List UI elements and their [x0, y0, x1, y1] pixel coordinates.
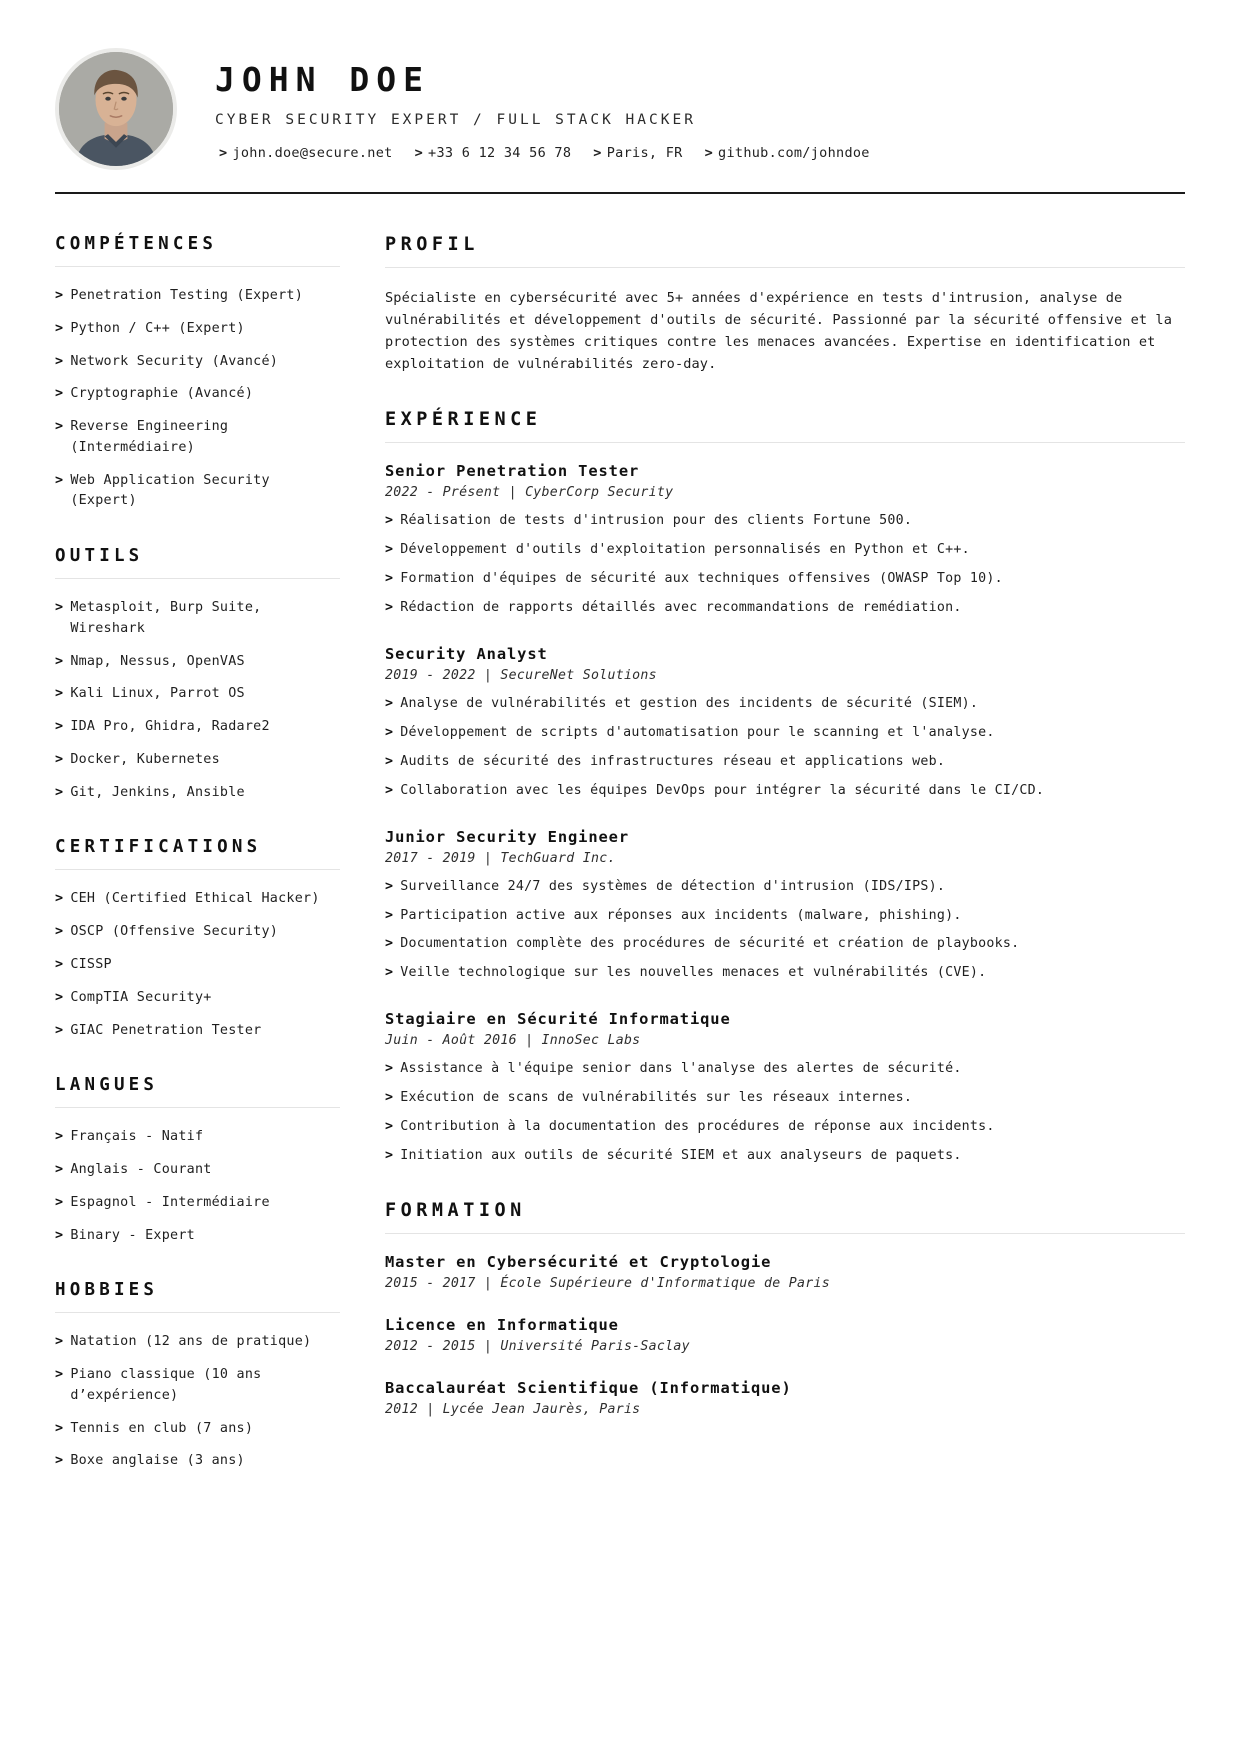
list-item — [385, 752, 1185, 772]
caret-icon: > — [385, 599, 394, 615]
langues-list — [55, 1127, 340, 1246]
contact-email-value: john.doe@secure.net — [232, 145, 393, 162]
job-title: Security Analyst — [385, 644, 548, 663]
list-item — [385, 781, 1185, 801]
caret-icon: > — [55, 784, 64, 800]
list-item — [385, 906, 1185, 926]
list-item-label: OSCP (Offensive Security) — [70, 924, 279, 940]
caret-icon: > — [385, 936, 394, 952]
list-item-label: CISSP — [70, 957, 112, 973]
section-langues — [55, 1075, 340, 1246]
list-item-label: CompTIA Security+ — [70, 989, 212, 1005]
list-item — [55, 598, 340, 640]
list-item — [55, 1021, 340, 1042]
list-item-label: Formation d'équipes de sécurité aux techniques offensives (OWASP Top 10). — [400, 570, 1003, 586]
section-profil — [385, 234, 1185, 375]
list-item-label: Reverse Engineering (Intermédiaire) — [70, 419, 229, 455]
list-item-label: Exécution de scans de vulnérabilités sur les réseaux internes. — [400, 1090, 913, 1106]
list-item — [55, 352, 340, 373]
job-entry — [385, 645, 1185, 801]
list-item-label: GIAC Penetration Tester — [70, 1022, 262, 1038]
list-item — [55, 750, 340, 771]
caret-icon: > — [55, 386, 64, 402]
certifications-list — [55, 889, 340, 1041]
section-certifications — [55, 837, 340, 1041]
list-item-label: Français - Natif — [70, 1129, 204, 1145]
caret-icon: > — [385, 782, 394, 798]
list-item — [55, 1160, 340, 1181]
header-tagline: CYBER SECURITY EXPERT / FULL STACK HACKER — [215, 112, 696, 129]
list-item — [385, 694, 1185, 714]
list-item-label: CEH (Certified Ethical Hacker) — [70, 891, 320, 907]
caret-icon: > — [55, 1022, 64, 1038]
list-item — [55, 1127, 340, 1148]
caret-icon: > — [55, 1227, 64, 1243]
list-item-label: Boxe anglaise (3 ans) — [70, 1453, 245, 1469]
section-divider — [385, 1233, 1185, 1234]
list-item-label: Cryptographie (Avancé) — [70, 386, 254, 402]
list-item-label: Audits de sécurité des infrastructures réseau et applications web. — [400, 753, 946, 769]
main-column — [385, 234, 1185, 1417]
list-item — [55, 1365, 340, 1407]
caret-icon: > — [219, 145, 228, 162]
list-item-label: Espagnol - Intermédiaire — [70, 1194, 270, 1210]
section-experience — [385, 409, 1185, 1166]
list-item — [55, 384, 340, 405]
job-title: Junior Security Engineer — [385, 827, 629, 846]
section-divider — [55, 1107, 340, 1108]
list-item — [385, 569, 1185, 589]
section-divider — [385, 442, 1185, 443]
caret-icon: > — [385, 570, 394, 586]
caret-icon: > — [55, 1367, 64, 1383]
portrait-photo-icon — [59, 52, 173, 166]
contact-phone-value: +33 6 12 34 56 78 — [428, 145, 572, 162]
caret-icon: > — [55, 891, 64, 907]
avatar — [55, 48, 177, 170]
outils-list — [55, 598, 340, 803]
section-heading: OUTILS — [55, 546, 144, 567]
list-item — [385, 540, 1185, 560]
caret-icon: > — [55, 989, 64, 1005]
list-item-label: Binary - Expert — [70, 1227, 195, 1243]
list-item-label: Metasploit, Burp Suite, Wireshark — [70, 600, 262, 636]
caret-icon: > — [385, 907, 394, 923]
list-item — [55, 471, 340, 513]
list-item — [55, 988, 340, 1009]
section-heading: LANGUES — [55, 1075, 159, 1096]
caret-icon: > — [385, 724, 394, 740]
caret-icon: > — [593, 145, 602, 162]
caret-icon: > — [385, 965, 394, 981]
contact-email[interactable] — [219, 145, 393, 161]
list-item-label: Assistance à l'équipe senior dans l'analyse des alertes de sécurité. — [400, 1061, 962, 1077]
section-outils — [55, 546, 340, 803]
list-item-label: Contribution à la documentation des procédures de réponse aux incidents. — [400, 1119, 995, 1135]
education-title: Licence en Informatique — [385, 1316, 619, 1335]
list-item-label: Développement d'outils d'exploitation personnalisés en Python et C++. — [400, 542, 970, 557]
job-bullet-list — [385, 877, 1185, 984]
caret-icon: > — [385, 1061, 394, 1077]
education-meta: 2015 - 2017 | École Supérieure d'Informatique de Paris — [385, 1276, 830, 1292]
job-meta: 2022 - Présent | CyberCorp Security — [385, 485, 674, 501]
list-item-label: Network Security (Avancé) — [70, 353, 279, 369]
list-item-label: Web Application Security (Expert) — [70, 472, 270, 509]
competences-list — [55, 286, 340, 512]
list-item-label: Anglais - Courant — [70, 1162, 212, 1178]
list-item-label: Collaboration avec les équipes DevOps pour intégrer la sécurité dans le CI/CD. — [400, 782, 1045, 798]
caret-icon: > — [55, 1162, 64, 1178]
caret-icon: > — [55, 1194, 64, 1210]
caret-icon: > — [55, 653, 64, 669]
job-entry — [385, 828, 1185, 984]
section-heading: FORMATION — [385, 1200, 526, 1222]
job-entry — [385, 1010, 1185, 1166]
list-item-label: Initiation aux outils de sécurité SIEM et aux analyseurs de paquets. — [400, 1148, 962, 1164]
caret-icon: > — [55, 419, 64, 435]
list-item-label: Piano classique (10 ans d’expérience) — [70, 1367, 262, 1403]
caret-icon: > — [385, 695, 394, 711]
job-title: Stagiaire en Sécurité Informatique — [385, 1010, 731, 1029]
list-item-label: Veille technologique sur les nouvelles menaces et vulnérabilités (CVE). — [400, 965, 987, 981]
list-item-label: Kali Linux, Parrot OS — [70, 686, 245, 702]
caret-icon: > — [385, 513, 394, 529]
list-item — [55, 922, 340, 943]
education-entry — [385, 1253, 1185, 1291]
section-competences — [55, 234, 340, 512]
caret-icon: > — [55, 600, 64, 616]
job-bullet-list — [385, 511, 1185, 618]
caret-icon: > — [55, 686, 64, 702]
contact-location-value: Paris, FR — [606, 145, 683, 162]
list-item-label: IDA Pro, Ghidra, Radare2 — [70, 719, 270, 735]
caret-icon: > — [414, 145, 424, 162]
list-item — [385, 1059, 1185, 1079]
job-bullet-list — [385, 694, 1185, 801]
job-meta: 2017 - 2019 | TechGuard Inc. — [385, 850, 616, 866]
list-item — [385, 1088, 1185, 1108]
education-title: Baccalauréat Scientifique (Informatique) — [385, 1379, 792, 1398]
caret-icon: > — [385, 878, 394, 894]
section-heading: PROFIL — [385, 234, 479, 255]
list-item — [55, 1193, 340, 1214]
profile-paragraph: Spécialiste en cybersécurité avec 5+ années d'expérience en tests d'intrusion, analyse de vulnérabilités et développement d'outils de sécurité. Passionné par la sécurité offensive et la protection des systèmes critiques contre les menaces avancées. Expertise en identification et exploitation de vulnérabilités zero-day. — [385, 290, 1172, 373]
section-divider — [385, 267, 1185, 268]
education-entry — [385, 1379, 1185, 1417]
list-item — [55, 286, 340, 307]
list-item — [55, 1451, 340, 1472]
list-item — [55, 652, 340, 673]
section-heading: EXPÉRIENCE — [385, 409, 542, 431]
list-item — [55, 955, 340, 976]
education-title: Master en Cybersécurité et Cryptologie — [385, 1253, 772, 1272]
list-item-label: Analyse de vulnérabilités et gestion des incidents de sécurité (SIEM). — [400, 695, 979, 711]
list-item-label: Surveillance 24/7 des systèmes de détection d'intrusion (IDS/IPS). — [400, 878, 946, 894]
job-bullet-list — [385, 1059, 1185, 1166]
list-item — [385, 1146, 1185, 1166]
caret-icon: > — [55, 924, 64, 940]
list-item-label: Développement de scripts d'automatisation pour le scanning et l'analyse. — [400, 724, 995, 740]
list-item-label: Participation active aux réponses aux incidents (malware, phishing). — [400, 907, 962, 923]
job-meta: Juin - Août 2016 | InnoSec Labs — [385, 1033, 641, 1049]
hobbies-list — [55, 1332, 340, 1472]
caret-icon: > — [385, 1090, 394, 1106]
list-item-label: Nmap, Nessus, OpenVAS — [70, 653, 245, 669]
resume-header — [55, 40, 1185, 192]
list-item — [55, 684, 340, 705]
list-item — [385, 877, 1185, 897]
header-text-block — [215, 57, 1185, 162]
list-item-label: Git, Jenkins, Ansible — [70, 784, 245, 800]
caret-icon: > — [55, 1453, 64, 1469]
list-item — [385, 1117, 1185, 1137]
contact-github[interactable] — [705, 145, 870, 161]
caret-icon: > — [704, 145, 714, 162]
list-item — [55, 1419, 340, 1440]
section-formation — [385, 1200, 1185, 1417]
list-item-label: Natation (12 ans de pratique) — [70, 1334, 312, 1350]
list-item — [55, 889, 340, 910]
list-item-label: Python / C++ (Expert) — [70, 320, 245, 336]
caret-icon: > — [55, 719, 64, 735]
caret-icon: > — [55, 472, 64, 488]
section-heading: COMPÉTENCES — [55, 234, 218, 254]
resume-body — [55, 194, 1185, 1472]
list-item — [385, 511, 1185, 531]
list-item — [385, 963, 1185, 983]
caret-icon: > — [385, 753, 394, 769]
contact-list — [215, 145, 1185, 161]
education-meta: 2012 - 2015 | Université Paris-Saclay — [385, 1339, 690, 1355]
list-item — [55, 1226, 340, 1247]
caret-icon: > — [55, 353, 64, 369]
caret-icon: > — [55, 1334, 64, 1350]
list-item — [385, 723, 1185, 743]
caret-icon: > — [55, 1129, 64, 1145]
caret-icon: > — [55, 320, 64, 336]
section-heading: HOBBIES — [55, 1280, 159, 1301]
list-item-label: Documentation complète des procédures de sécurité et création de playbooks. — [400, 936, 1020, 952]
list-item-label: Docker, Kubernetes — [70, 751, 220, 767]
job-entry — [385, 462, 1185, 618]
list-item — [55, 1332, 340, 1353]
section-divider — [55, 266, 340, 267]
contact-phone[interactable] — [415, 145, 572, 161]
caret-icon: > — [55, 957, 64, 973]
caret-icon: > — [55, 1420, 64, 1436]
section-divider — [55, 578, 340, 579]
list-item — [55, 717, 340, 738]
list-item — [55, 783, 340, 804]
list-item-label: Penetration Testing (Expert) — [70, 288, 304, 303]
education-meta: 2012 | Lycée Jean Jaurès, Paris — [385, 1402, 641, 1418]
caret-icon: > — [55, 751, 64, 767]
caret-icon: > — [385, 1119, 394, 1135]
section-heading: CERTIFICATIONS — [55, 837, 262, 858]
education-entry — [385, 1316, 1185, 1354]
list-item — [55, 319, 340, 340]
list-item — [385, 598, 1185, 618]
page-title: JOHN DOE — [215, 59, 430, 99]
list-item-label: Tennis en club (7 ans) — [70, 1420, 254, 1436]
job-meta: 2019 - 2022 | SecureNet Solutions — [385, 667, 657, 683]
section-hobbies — [55, 1280, 340, 1472]
caret-icon: > — [55, 288, 64, 303]
caret-icon: > — [385, 542, 394, 557]
list-item — [385, 934, 1185, 954]
section-divider — [55, 1312, 340, 1313]
caret-icon: > — [385, 1148, 394, 1164]
list-item-label: Rédaction de rapports détaillés avec recommandations de remédiation. — [400, 599, 962, 615]
contact-github-value: github.com/johndoe — [718, 145, 870, 162]
job-title: Senior Penetration Tester — [385, 462, 640, 481]
list-item — [55, 417, 340, 459]
contact-location[interactable] — [593, 145, 682, 161]
section-divider — [55, 869, 340, 870]
sidebar — [55, 234, 340, 1472]
list-item-label: Réalisation de tests d'intrusion pour des clients Fortune 500. — [400, 513, 913, 529]
